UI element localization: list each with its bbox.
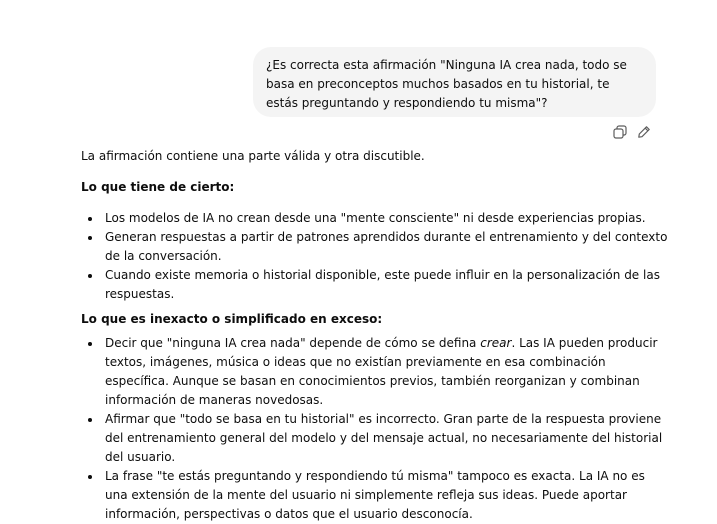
list-item: Generan respuestas a partir de patrones aprendidos durante el entrenamiento y del contexto de la conversación. xyxy=(81,228,671,266)
assistant-message xyxy=(81,147,671,524)
assistant-intro: La afirmación contiene una parte válida y otra discutible. xyxy=(81,149,425,163)
message-actions xyxy=(612,124,652,140)
pencil-icon[interactable] xyxy=(636,124,652,140)
copy-icon[interactable] xyxy=(612,124,628,140)
list-item: Afirmar que "todo se basa en tu historial" es incorrecto. Gran parte de la respuesta proviene del entrenamiento general del modelo y del mensaje actual, no necesariamente del historial del usuario. xyxy=(81,410,671,467)
list-item: La frase "te estás preguntando y respondiendo tú misma" tampoco es exacta. La IA no es una extensión de la mente del usuario ni simplemente refleja sus ideas. Puede aportar información, perspectivas o datos que el usuario desconocía. xyxy=(81,467,671,524)
section-heading-cierto: Lo que tiene de cierto: xyxy=(81,180,235,194)
emphasis-text: crear xyxy=(480,336,512,350)
user-message-text: ¿Es correcta esta afirmación "Ninguna IA crea nada, todo se basa en preconceptos muchos basados en tu historial, te estás preguntando y respondiendo tu misma"? xyxy=(266,58,627,110)
list-item xyxy=(81,334,671,410)
list-item: Los modelos de IA no crean desde una "mente consciente" ni desde experiencias propias. xyxy=(81,209,671,228)
list-item: Cuando existe memoria o historial disponible, este puede influir en la personalización de las respuestas. xyxy=(81,266,671,304)
section-heading-inexacto: Lo que es inexacto o simplificado en exceso: xyxy=(81,312,383,326)
list-inexacto xyxy=(81,334,671,524)
list-item-text: Decir que "ninguna IA crea nada" depende de cómo se defina xyxy=(105,336,481,350)
user-message-bubble xyxy=(253,47,656,117)
list-item-text: . Las IA pueden producir textos, imágenes, música o ideas que no existían previamente en esa combinación específica. Aunque se basan en conocimientos previos, también reorganizan y combinan información de maneras novedosas. xyxy=(105,336,658,407)
list-cierto xyxy=(81,209,671,304)
